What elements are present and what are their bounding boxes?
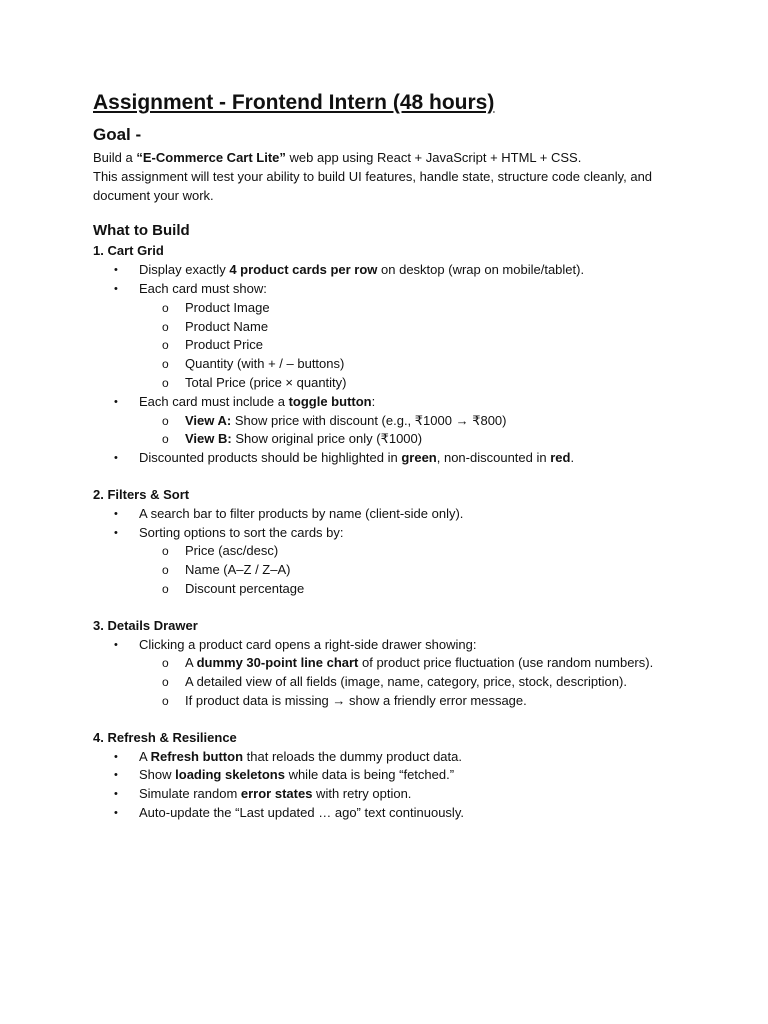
text: . — [570, 450, 575, 466]
text: Discount percentage — [185, 580, 305, 596]
sub-bullet-icon: o — [162, 413, 169, 428]
emphasis: loading skeletons — [175, 767, 285, 783]
text: A — [139, 748, 151, 764]
details-drawer-heading: 3. Details Drawer — [93, 617, 198, 633]
bullet-icon: • — [114, 750, 118, 763]
list-item — [139, 412, 693, 431]
text: while data is being “fetched.” — [284, 767, 455, 783]
cart-grid-list-end — [93, 449, 693, 468]
emphasis: green — [401, 450, 437, 466]
text: , non-discounted in — [436, 450, 551, 466]
text: Show price with discount (e.g., ₹1000 → ₹800) — [231, 412, 507, 428]
list-item — [139, 654, 693, 673]
list-item — [139, 542, 693, 561]
text: A search bar to filter products by name (client-side only). — [139, 505, 464, 521]
cart-grid-list — [93, 261, 693, 299]
sub-bullet-icon: o — [162, 581, 169, 596]
text: Quantity (with + / – buttons) — [185, 356, 345, 372]
sub-bullet-icon: o — [162, 693, 169, 708]
text: A — [185, 655, 197, 671]
text: If product data is missing → show a friendly error message. — [185, 692, 527, 708]
bullet-icon: • — [114, 452, 118, 465]
page-title: Assignment - Frontend Intern (48 hours) — [93, 91, 495, 114]
text: : — [371, 393, 376, 409]
sub-bullet-icon: o — [162, 432, 169, 447]
sub-bullet-icon: o — [162, 544, 169, 559]
sub-bullet-icon: o — [162, 375, 169, 390]
list-item — [139, 299, 693, 318]
list-item — [139, 692, 693, 711]
text: Simulate random — [139, 786, 241, 802]
list-item — [139, 374, 693, 393]
text: with retry option. — [312, 786, 412, 802]
sub-bullet-icon: o — [162, 656, 169, 671]
text: Total Price (price × quantity) — [185, 374, 347, 390]
list-item — [93, 280, 693, 299]
emphasis: red — [550, 450, 571, 466]
filters-sort-heading: 2. Filters & Sort — [93, 486, 190, 502]
list-item — [139, 336, 693, 355]
list-item — [93, 766, 693, 785]
list-item — [139, 673, 693, 692]
list-item — [93, 785, 693, 804]
emphasis: dummy 30-point line chart — [196, 655, 359, 671]
bullet-icon: • — [114, 264, 118, 277]
bullet-icon: • — [114, 788, 118, 801]
sub-bullet-icon: o — [162, 338, 169, 353]
emphasis: 4 product cards per row — [229, 262, 378, 278]
what-to-build-heading: What to Build — [93, 222, 190, 240]
text: on desktop (wrap on mobile/tablet). — [377, 262, 585, 278]
bullet-icon: • — [114, 638, 118, 651]
text: Each card must show: — [139, 280, 267, 296]
details-drawer-list — [93, 636, 693, 655]
bullet-icon: • — [114, 769, 118, 782]
text: Product Image — [185, 299, 270, 315]
list-item — [139, 318, 693, 337]
emphasis: View A: — [185, 412, 232, 428]
bullet-icon: • — [114, 507, 118, 520]
list-item — [93, 636, 693, 655]
cart-grid-list-continued — [93, 393, 693, 412]
bullet-icon: • — [114, 806, 118, 819]
text: Build a — [93, 150, 137, 165]
text: Display exactly — [139, 262, 230, 278]
text: Product Name — [185, 318, 269, 334]
text: Show — [139, 767, 176, 783]
bullet-icon: • — [114, 395, 118, 408]
text: Each card must include a — [139, 393, 289, 409]
list-item — [93, 261, 693, 280]
refresh-resilience-list — [93, 748, 693, 823]
text: Show original price only (₹1000) — [231, 431, 423, 447]
document-body — [93, 89, 693, 823]
spacer — [93, 711, 693, 729]
cart-grid-heading: 1. Cart Grid — [93, 243, 164, 259]
list-item — [93, 748, 693, 767]
text: Clicking a product card opens a right-side drawer showing: — [139, 636, 477, 652]
emphasis: Refresh button — [150, 748, 244, 764]
sub-bullet-icon: o — [162, 319, 169, 334]
goal-line-2: This assignment will test your ability to build UI features, handle state, structure code cleanly, and document your work. — [93, 168, 653, 203]
text: Name (A–Z / Z–A) — [185, 562, 291, 578]
list-item — [139, 561, 693, 580]
list-item — [93, 393, 693, 412]
emphasis: error states — [240, 786, 313, 802]
filters-sort-list — [93, 505, 693, 543]
text: Sorting options to sort the cards by: — [139, 524, 344, 540]
bullet-icon: • — [114, 282, 118, 295]
card-fields-list — [93, 299, 693, 393]
bullet-icon: • — [114, 526, 118, 539]
emphasis: “E-Commerce Cart Lite” — [136, 150, 286, 165]
text: Price (asc/desc) — [185, 543, 279, 559]
emphasis: toggle button — [288, 393, 372, 409]
list-item — [93, 449, 693, 468]
list-item — [139, 355, 693, 374]
spacer — [93, 468, 693, 486]
text: that reloads the dummy product data. — [243, 748, 462, 764]
goal-heading: Goal - — [93, 125, 142, 144]
list-item — [93, 505, 693, 524]
sub-bullet-icon: o — [162, 300, 169, 315]
text: A detailed view of all fields (image, name, category, price, stock, description). — [185, 674, 627, 690]
sort-options-list — [93, 542, 693, 598]
list-item — [93, 804, 693, 823]
text: web app using React + JavaScript + HTML + CSS. — [285, 150, 582, 165]
emphasis: View B: — [185, 431, 232, 447]
drawer-contents-list — [93, 654, 693, 710]
sub-bullet-icon: o — [162, 675, 169, 690]
list-item — [139, 430, 693, 449]
sub-bullet-icon: o — [162, 563, 169, 578]
list-item — [139, 580, 693, 599]
sub-bullet-icon: o — [162, 357, 169, 372]
spacer — [93, 599, 693, 617]
toggle-views-list — [93, 412, 693, 450]
text: Discounted products should be highlighted in — [139, 450, 402, 466]
list-item — [93, 524, 693, 543]
refresh-resilience-heading: 4. Refresh & Resilience — [93, 729, 237, 745]
text: Product Price — [185, 337, 264, 353]
text: of product price fluctuation (use random numbers). — [358, 655, 654, 671]
text: Auto-update the “Last updated … ago” text continuously. — [139, 804, 464, 820]
goal-line-1 — [93, 149, 693, 168]
